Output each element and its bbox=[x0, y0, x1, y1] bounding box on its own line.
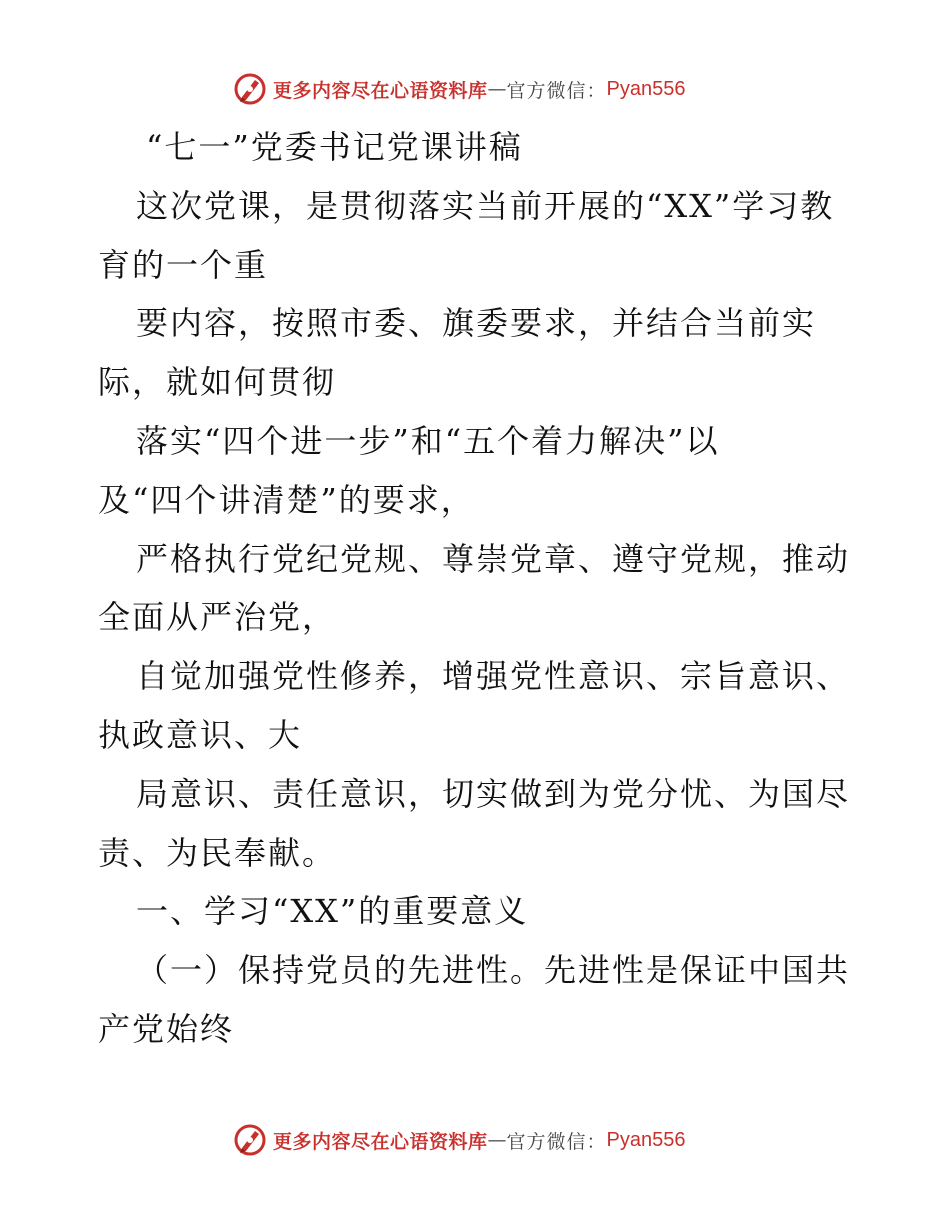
pen-circle-logo-icon bbox=[233, 1123, 267, 1157]
section-heading: 一、学习“XX”的重要意义 bbox=[136, 892, 529, 931]
header-watermark bbox=[233, 70, 793, 108]
pen-circle-logo-icon bbox=[233, 72, 267, 106]
footer-watermark bbox=[233, 1121, 793, 1159]
paragraph-line: 责、为民奉献。 bbox=[98, 833, 337, 872]
paragraph-line: 要内容，按照市委、旗委要求，并结合当前实 bbox=[136, 304, 817, 343]
watermark-wechat-label: 官方微信： bbox=[506, 79, 607, 102]
paragraph-line: 这次党课，是贯彻落实当前开展的“XX”学习教 bbox=[136, 186, 835, 225]
watermark-wechat-label: 官方微信： bbox=[506, 1130, 607, 1153]
paragraph-line: 落实“四个进一步”和“五个着力解决”以 bbox=[136, 421, 720, 460]
watermark-brand-text: 更多内容尽在心语资料库 bbox=[273, 79, 488, 102]
paragraph-line: （一）保持党员的先进性。先进性是保证中国共 bbox=[136, 951, 851, 990]
paragraph-line: 及“四个讲清楚”的要求， bbox=[98, 480, 475, 519]
watermark-wechat-id: Pyan556 bbox=[606, 1128, 686, 1151]
watermark-dash: — bbox=[487, 1129, 507, 1151]
paragraph-line: 育的一个重 bbox=[98, 245, 269, 284]
paragraph-line: 际，就如何贯彻 bbox=[98, 363, 337, 402]
watermark-wechat-id: Pyan556 bbox=[606, 77, 686, 100]
paragraph-line: 自觉加强党性修养，增强党性意识、宗旨意识、 bbox=[136, 657, 851, 696]
paragraph-line: 执政意识、大 bbox=[98, 715, 303, 754]
paragraph-line: 局意识、责任意识，切实做到为党分忧、为国尽 bbox=[136, 774, 851, 813]
document-body bbox=[98, 118, 858, 1059]
watermark-brand-text: 更多内容尽在心语资料库 bbox=[273, 1130, 488, 1153]
paragraph-line: 全面从严治党， bbox=[98, 598, 337, 637]
watermark-dash: — bbox=[487, 78, 507, 100]
document-title: “七一”党委书记党课讲稿 bbox=[146, 128, 523, 166]
paragraph-line: 产党始终 bbox=[98, 1009, 235, 1048]
paragraph-line: 严格执行党纪党规、尊崇党章、遵守党规，推动 bbox=[136, 539, 851, 578]
